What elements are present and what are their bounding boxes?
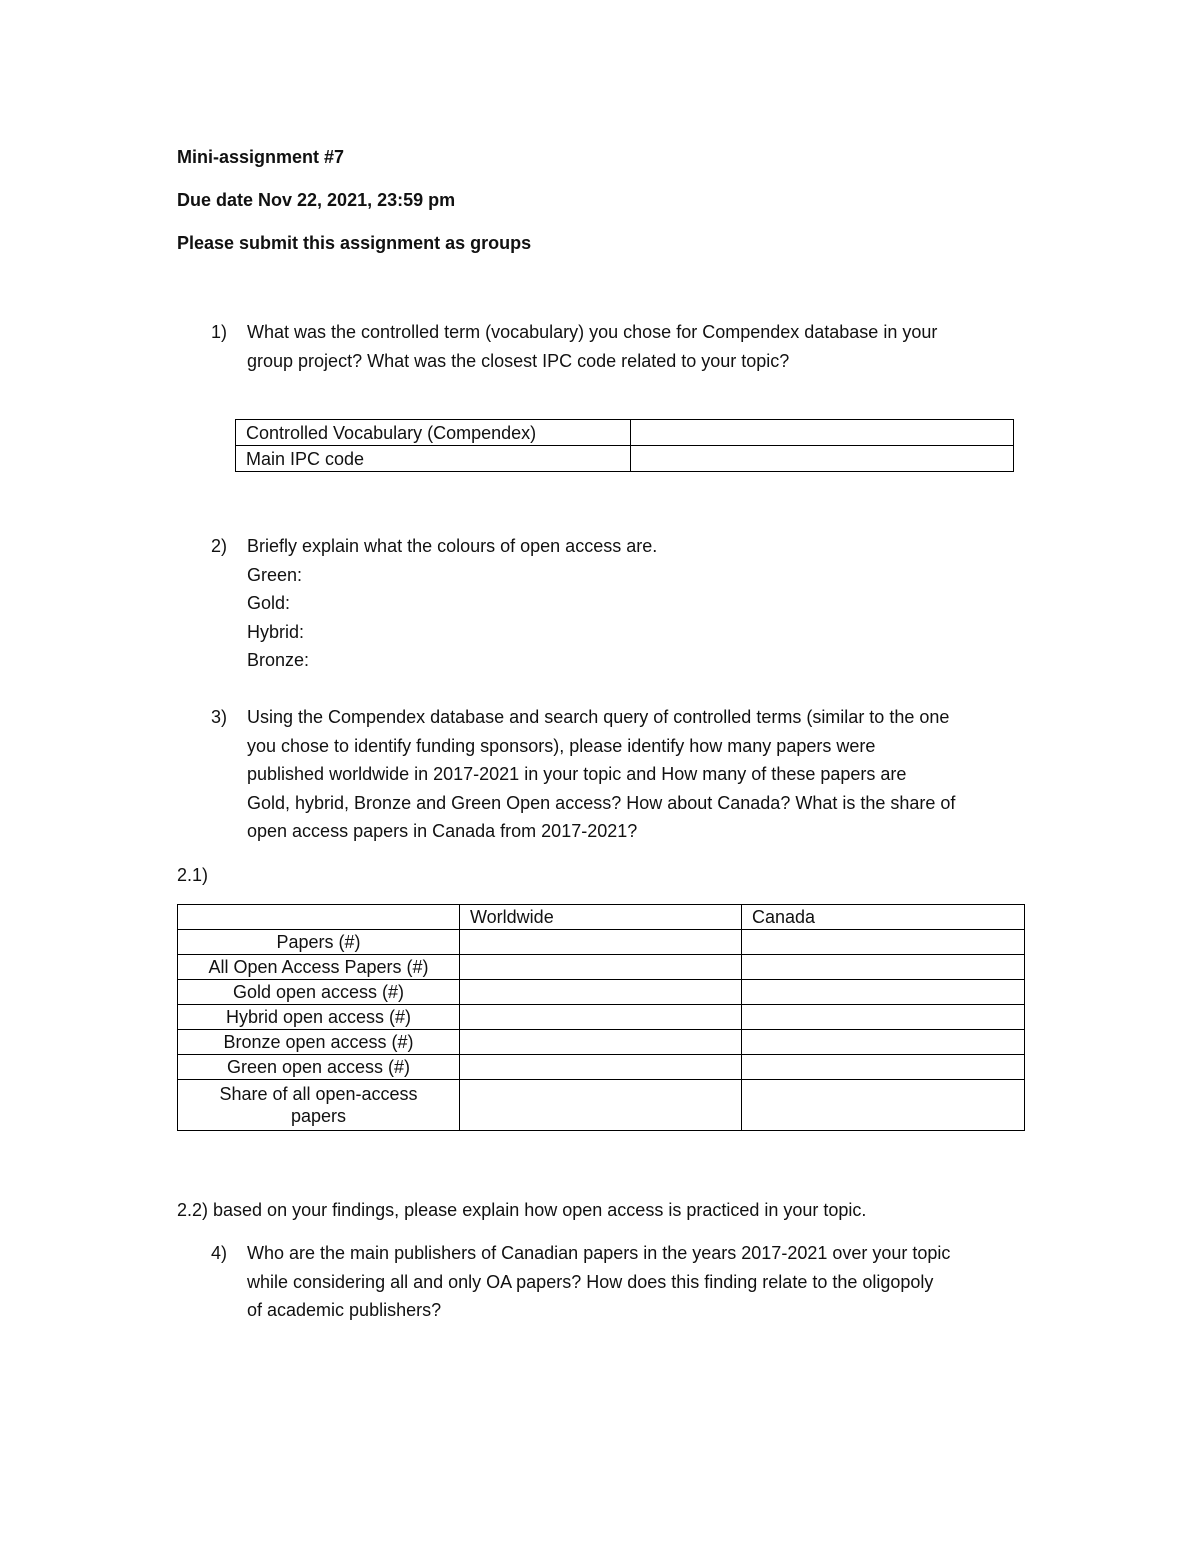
question-3-line: Gold, hybrid, Bronze and Green Open access? How about Canada? What is the share of xyxy=(247,792,956,813)
question-2-text xyxy=(247,532,1037,675)
table-cell-worldwide[interactable] xyxy=(460,930,742,955)
table-row xyxy=(178,930,1025,955)
table-header-cell xyxy=(178,905,460,930)
table-row-label-line: Share of all open-access xyxy=(219,1084,418,1104)
table-header-cell: Canada xyxy=(742,905,1025,930)
question-1-number: 1) xyxy=(211,322,228,342)
table-row xyxy=(236,420,1014,446)
table-row xyxy=(236,446,1014,472)
table-header-cell: Worldwide xyxy=(460,905,742,930)
table-cell-canada[interactable] xyxy=(742,980,1025,1005)
colour-item: Gold: xyxy=(247,593,291,613)
vocabulary-table xyxy=(235,419,1014,472)
table-cell-answer[interactable] xyxy=(631,420,1014,446)
table-cell-label: Main IPC code xyxy=(236,446,631,472)
table-row xyxy=(178,955,1025,980)
table-cell-answer[interactable] xyxy=(631,446,1014,472)
question-1-line: group project? What was the closest IPC code related to your topic? xyxy=(247,350,790,371)
table-cell-label: Controlled Vocabulary (Compendex) xyxy=(236,420,631,446)
table-cell-canada[interactable] xyxy=(742,930,1025,955)
table-cell-canada[interactable] xyxy=(742,955,1025,980)
table-row xyxy=(178,1005,1025,1030)
question-2-prompt: Briefly explain what the colours of open access are. xyxy=(247,536,658,556)
section-2-2-text: 2.2) based on your findings, please explain how open access is practiced in your topic. xyxy=(177,1200,867,1220)
question-4-text xyxy=(247,1239,1037,1325)
table-cell-canada[interactable] xyxy=(742,1080,1025,1131)
question-3-text xyxy=(247,703,1037,846)
submission-instruction: Please submit this assignment as groups xyxy=(177,233,532,253)
table-row-label-line: papers xyxy=(290,1106,347,1126)
question-3-line: Using the Compendex database and search query of controlled terms (similar to the one xyxy=(247,707,950,727)
table-cell-worldwide[interactable] xyxy=(460,1030,742,1055)
table-cell-canada[interactable] xyxy=(742,1055,1025,1080)
table-row-label: Hybrid open access (#) xyxy=(178,1005,460,1030)
question-3-line: open access papers in Canada from 2017-2021? xyxy=(247,821,638,841)
section-2-1-label: 2.1) xyxy=(177,865,209,885)
table-row-label xyxy=(178,1080,460,1131)
table-cell-canada[interactable] xyxy=(742,1005,1025,1030)
table-row-label: Papers (#) xyxy=(178,930,460,955)
table-row-label: All Open Access Papers (#) xyxy=(178,955,460,980)
question-4-line: Who are the main publishers of Canadian papers in the years 2017-2021 over your topic xyxy=(247,1243,951,1263)
table-header-row xyxy=(178,905,1025,930)
table-cell-canada[interactable] xyxy=(742,1030,1025,1055)
question-4-number: 4) xyxy=(211,1243,228,1263)
question-1-text xyxy=(247,318,1037,375)
table-row-label: Gold open access (#) xyxy=(178,980,460,1005)
table-cell-worldwide[interactable] xyxy=(460,980,742,1005)
question-1-line: What was the controlled term (vocabulary) you chose for Compendex database in your xyxy=(247,322,938,342)
colour-item: Bronze: xyxy=(247,650,310,670)
assignment-title: Mini-assignment #7 xyxy=(177,147,345,167)
table-row xyxy=(178,1055,1025,1080)
table-cell-worldwide[interactable] xyxy=(460,955,742,980)
question-4-line: while considering all and only OA papers? How does this finding relate to the oligopoly xyxy=(247,1271,934,1292)
table-cell-worldwide[interactable] xyxy=(460,1080,742,1131)
table-row xyxy=(178,1030,1025,1055)
table-row xyxy=(178,1080,1025,1131)
question-3-line: published worldwide in 2017-2021 in your topic and How many of these papers are xyxy=(247,764,907,784)
table-cell-worldwide[interactable] xyxy=(460,1005,742,1030)
open-access-table xyxy=(177,904,1025,1131)
question-3-number: 3) xyxy=(211,707,228,727)
colour-item: Green: xyxy=(247,564,303,585)
table-row-label: Bronze open access (#) xyxy=(178,1030,460,1055)
table-cell-worldwide[interactable] xyxy=(460,1055,742,1080)
due-date: Due date Nov 22, 2021, 23:59 pm xyxy=(177,190,456,210)
colour-item: Hybrid: xyxy=(247,621,305,642)
table-row xyxy=(178,980,1025,1005)
question-2-number: 2) xyxy=(211,536,228,556)
question-3-line: you chose to identify funding sponsors), please identify how many papers were xyxy=(247,735,876,756)
table-row-label: Green open access (#) xyxy=(178,1055,460,1080)
question-4-line: of academic publishers? xyxy=(247,1300,442,1320)
